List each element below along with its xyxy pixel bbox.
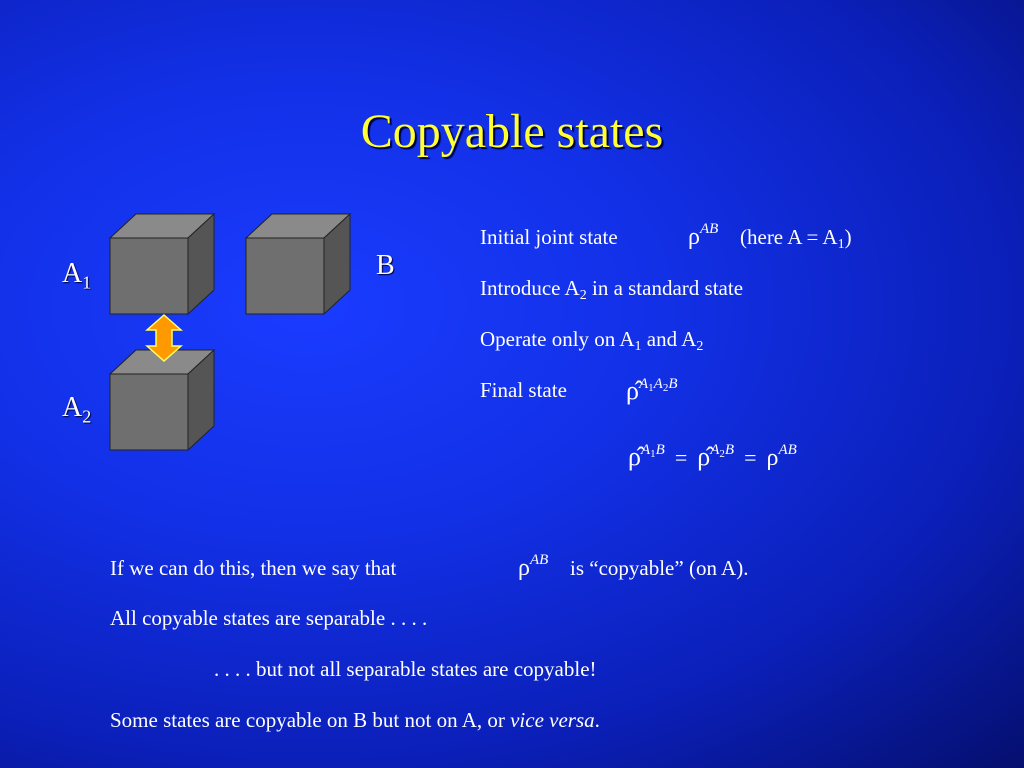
cube-a1-icon (108, 212, 216, 318)
rho-hat-a1a2b-symbol: $\rhôA_1A_2B$ (626, 376, 678, 405)
equation-line: $\rhôA_1B$ = $\rhôA_2B = \rho AB$ (628, 442, 797, 471)
copyable-definition-pre: If we can do this, then we say that (110, 556, 397, 580)
label-a1: $A_1$ (62, 258, 92, 293)
label-b: B (376, 250, 395, 281)
copyable-definition-post: is “copyable” (on A). (570, 556, 749, 580)
rho-ab-inline-symbol: ρAB (518, 552, 549, 581)
operate-line: Operate only on $A_1$ and $A_2$ (480, 327, 704, 354)
vice-versa-line: Some states are copyable on B but not on A, or vice versa. (110, 708, 600, 732)
cube-b-icon (244, 212, 352, 318)
introduce-a2-line: Introduce $A_2$ in a standard state (480, 276, 744, 303)
label-a2: $A_2$ (62, 392, 92, 427)
separable-line: All copyable states are separable . . . . (110, 606, 428, 630)
initial-state-label: Initial joint state (480, 225, 618, 249)
not-all-separable-line: . . . . but not all separable states are copyable! (214, 657, 597, 681)
slide-title: Copyable states (360, 105, 664, 158)
here-a-equals-a1: (here $A = A_1$) (740, 225, 852, 252)
final-state-label: Final state (480, 378, 567, 402)
cube-a2-icon (108, 348, 216, 454)
double-arrow-icon (144, 314, 184, 362)
rho-ab-symbol: ρAB (688, 221, 719, 250)
